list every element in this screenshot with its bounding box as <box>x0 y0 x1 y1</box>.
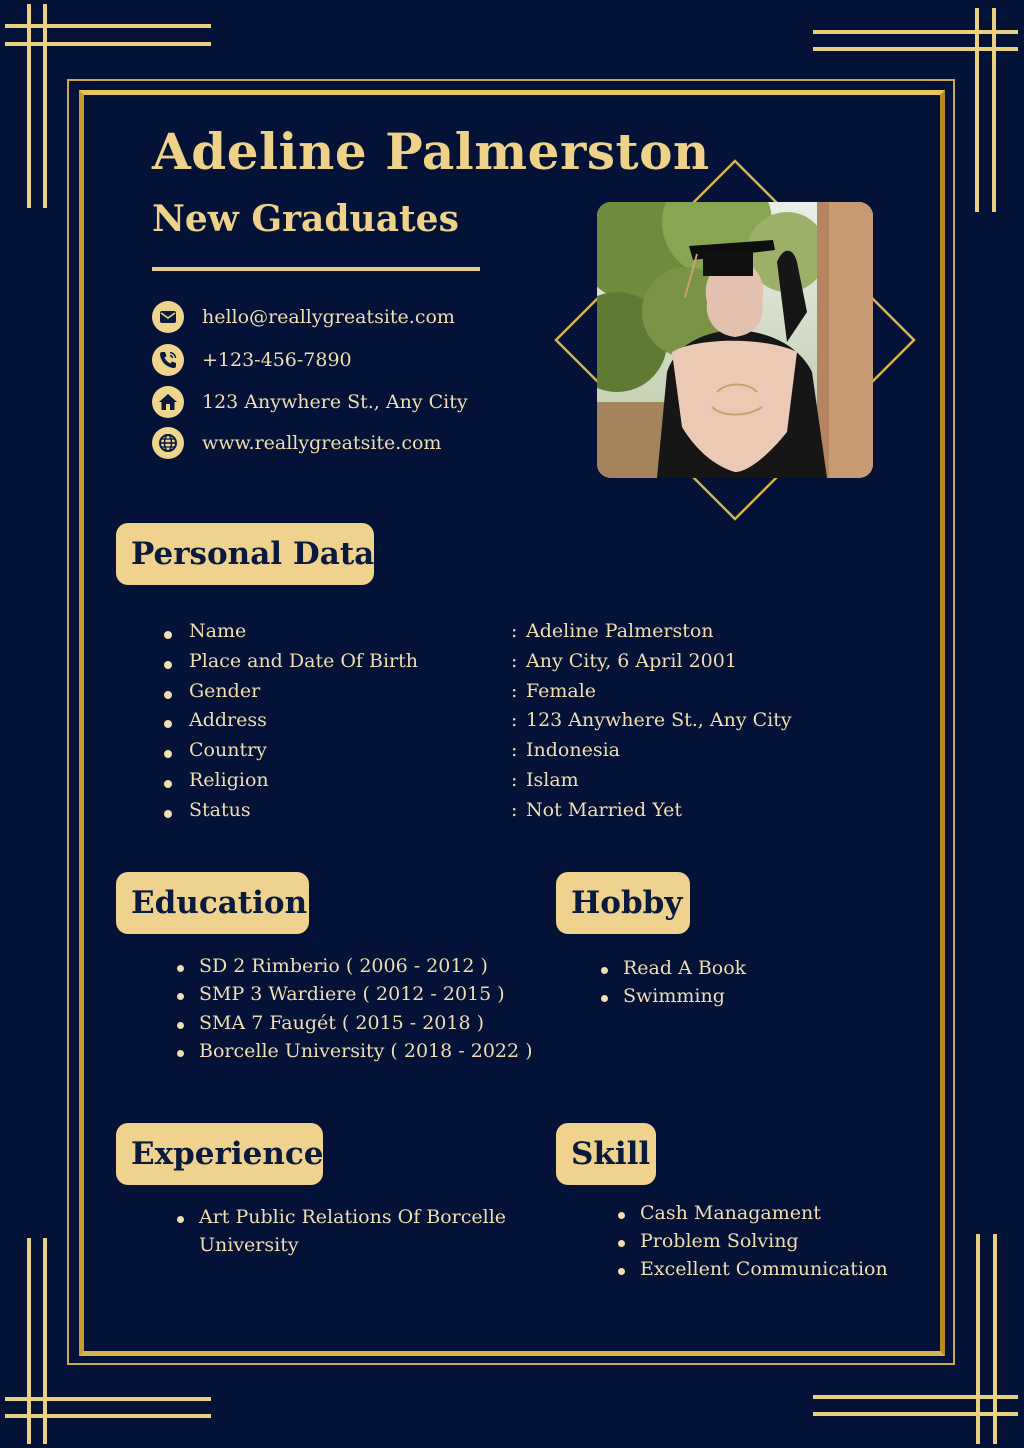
bullet-icon <box>601 995 608 1002</box>
bullet-icon <box>164 691 172 699</box>
bullet-icon <box>177 1022 184 1029</box>
personal-value: Indonesia <box>526 739 620 761</box>
separator: : <box>511 769 518 791</box>
bullet-icon <box>177 1050 184 1057</box>
personal-value: Islam <box>526 769 579 791</box>
experience-item-text: University <box>199 1234 299 1256</box>
experience-item <box>199 1206 506 1228</box>
contact-website-text[interactable]: www.reallygreatsite.com <box>202 432 442 454</box>
education-item <box>199 1040 533 1062</box>
skill-item-text: Problem Solving <box>640 1230 799 1252</box>
contact-phone <box>152 344 352 376</box>
education-item-text: SD 2 Rimberio ( 2006 - 2012 ) <box>199 955 488 977</box>
education-item <box>199 1012 484 1034</box>
personal-label: Gender <box>189 680 261 702</box>
personal-row-country <box>160 739 860 769</box>
bullet-icon <box>601 967 608 974</box>
personal-row-status <box>160 799 860 829</box>
phone-icon <box>152 344 184 376</box>
contact-address <box>152 386 468 418</box>
experience-item-continued <box>199 1234 299 1256</box>
hobby-item <box>623 957 746 979</box>
contact-phone-text[interactable]: +123-456-7890 <box>202 349 352 371</box>
education-heading: Education <box>116 872 309 934</box>
bullet-icon <box>164 631 172 639</box>
bullet-icon <box>177 1216 184 1223</box>
personal-row-gender <box>160 680 860 710</box>
job-title: New Graduates <box>152 198 459 240</box>
personal-value: Not Married Yet <box>526 799 682 821</box>
contact-email <box>152 301 455 333</box>
graduate-photo-illustration <box>597 202 873 478</box>
skill-item <box>640 1230 799 1252</box>
personal-value: Female <box>526 680 597 702</box>
bullet-icon <box>618 1240 625 1247</box>
experience-item-text: Art Public Relations Of Borcelle <box>199 1206 507 1228</box>
personal-row-name <box>160 620 860 650</box>
personal-label: Place and Date Of Birth <box>189 650 419 672</box>
skill-item <box>640 1202 821 1224</box>
bullet-icon <box>164 750 172 758</box>
contact-website <box>152 427 441 459</box>
bullet-icon <box>618 1268 625 1275</box>
education-item <box>199 955 488 977</box>
mail-icon <box>152 301 184 333</box>
home-icon <box>152 386 184 418</box>
separator: : <box>511 680 518 702</box>
separator: : <box>511 650 518 672</box>
personal-label: Address <box>189 709 267 731</box>
personal-label: Name <box>189 620 247 642</box>
bullet-icon <box>618 1212 625 1219</box>
separator: : <box>511 739 518 761</box>
separator: : <box>511 799 518 821</box>
full-name: Adeline Palmerston <box>152 122 710 181</box>
personal-row-birth <box>160 650 860 680</box>
bullet-icon <box>177 965 184 972</box>
bullet-icon <box>177 993 184 1000</box>
separator: : <box>511 709 518 731</box>
personal-row-address <box>160 709 860 739</box>
personal-label: Country <box>189 739 267 761</box>
personal-data-heading: Personal Data <box>116 523 374 585</box>
hobby-heading: Hobby <box>556 872 690 934</box>
hobby-item-text: Read A Book <box>623 957 747 979</box>
bullet-icon <box>164 810 172 818</box>
personal-value: Adeline Palmerston <box>526 620 714 642</box>
education-item <box>199 983 505 1005</box>
header-divider <box>152 267 480 271</box>
personal-value: 123 Anywhere St., Any City <box>526 709 792 731</box>
skill-item-text: Excellent Communication <box>640 1258 888 1280</box>
personal-label: Religion <box>189 769 269 791</box>
contact-email-text[interactable]: hello@reallygreatsite.com <box>202 306 455 328</box>
personal-row-religion <box>160 769 860 799</box>
globe-icon <box>152 427 184 459</box>
skill-heading: Skill <box>556 1123 656 1185</box>
education-item-text: SMA 7 Faugét ( 2015 - 2018 ) <box>199 1012 485 1034</box>
bullet-icon <box>164 720 172 728</box>
separator: : <box>511 620 518 642</box>
experience-heading: Experience <box>116 1123 323 1185</box>
education-item-text: SMP 3 Wardiere ( 2012 - 2015 ) <box>199 983 505 1005</box>
education-item-text: Borcelle University ( 2018 - 2022 ) <box>199 1040 533 1062</box>
skill-item <box>640 1258 888 1280</box>
personal-value: Any City, 6 April 2001 <box>526 650 737 672</box>
bullet-icon <box>164 780 172 788</box>
skill-item-text: Cash Managament <box>640 1202 821 1224</box>
hobby-item-text: Swimming <box>623 985 725 1007</box>
personal-label: Status <box>189 799 251 821</box>
profile-photo <box>597 202 873 478</box>
contact-address-text: 123 Anywhere St., Any City <box>202 391 468 413</box>
bullet-icon <box>164 661 172 669</box>
hobby-item <box>623 985 725 1007</box>
